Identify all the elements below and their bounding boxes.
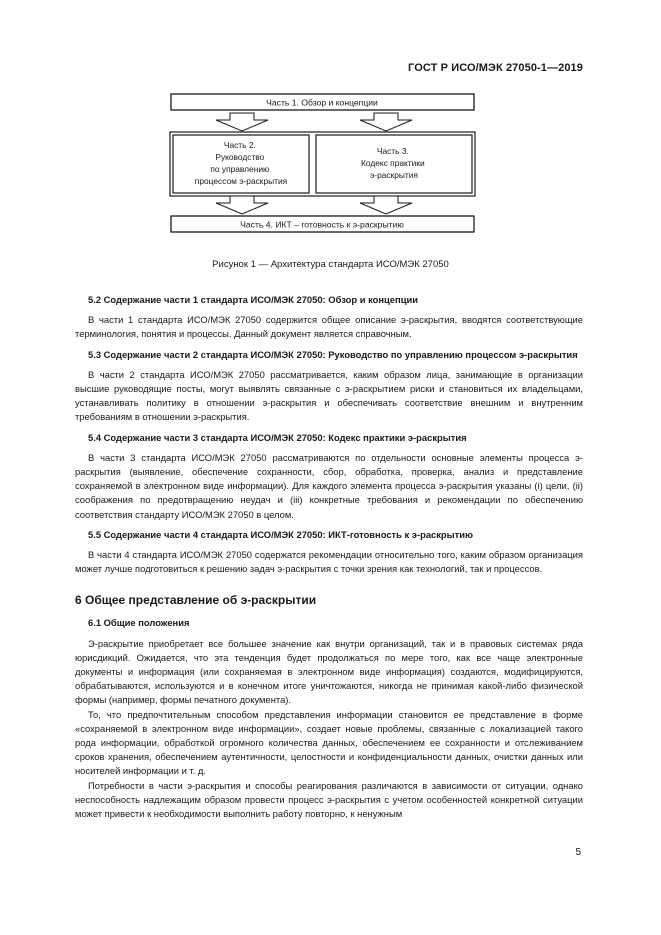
section-5-3-heading: 5.3 Содержание части 2 стандарта ИСО/МЭК 27050: Руководство по управлению процессом э-раскрытия [88,348,578,360]
section-5-5-heading: 5.5 Содержание части 4 стандарта ИСО/МЭК 27050: ИКТ-готовность к э-раскрытию [88,528,474,540]
section-5-4-text: В части 3 стандарта ИСО/МЭК 27050 рассматриваются по отдельности основные элементы процесса э-раскрытия (выявление, обеспечение сохранности, сбор, обработка, проверка, анализ и представление сохраняемой в электронном виде информации). Для каждого элемента процесса э-раскрытия указаны (i) цели, (ii) соображения по предотвращению неудач и (iii) конкретные требования и рекомендации по обеспечению соответствия стандарту ИСО/МЭК 27050 в целом. [75,451,583,520]
diagram-label-part4: Часть 4. ИКТ – готовность к э-раскрытию [240,219,404,230]
document-body [75,293,583,821]
section-6-1-paragraph-1: Э-раскрытие приобретает все большее значение как внутри организаций, так и в правовых системах ряда юрисдикций. Ожидается, что эта тенденция будет продолжаться по мере того, как все чаще электронные документы и информация (или сохраняемая в электронном виде информация) создаются, модифицируются, обрабатываются, используются и в конечном итоге уничтожаются, никогда не принимая какой-либо физической формы (например, формы печатного документа). [75,637,583,706]
section-5-5-text: В части 4 стандарта ИСО/МЭК 27050 содержатся рекомендации относительно того, каким образом организация может лучше подготовиться к решению задач э-раскрытия с точки зрения как технологий, так и процессов. [75,549,583,575]
section-5-2-text: В части 1 стандарта ИСО/МЭК 27050 содержится общее описание э-раскрытия, вводятся соответствующие терминология, понятия и процессы. Данный документ является справочным. [75,314,583,340]
diagram-label-part2: Часть 2. Руководство по управлению процессом э-раскрытия [194,140,288,186]
document-header: ГОСТ Р ИСО/МЭК 27050-1—2019 [408,62,583,74]
figure-caption: Рисунок 1 — Архитектура стандарта ИСО/МЭК 27050 [212,259,449,270]
diagram-label-part3: Часть 3. Кодекс практики э-раскрытия [361,146,425,180]
section-6-1-paragraph-3: Потребности в части э-раскрытия и способы реагирования различаются в зависимости от ситуации, однако неспособность надлежащим образом провести процесс э-раскрытия с учетом особенностей конкретной ситуации может привести к необходимости выполнить работу повторно, к ненужным [75,779,583,820]
section-5-3-text: В части 2 стандарта ИСО/МЭК 27050 рассматривается, каким образом лица, занимающие в организации высшие руководящие посты, могут выявлять связанные с э-раскрытием риски и становиться их владельцами, устанавливать политику в отношении э-раскрытия и обеспечивать соответствие внешним и внутренним требованиям в отношении э-раскрытия. [75,368,583,423]
section-6-1-paragraph-2: То, что предпочтительным способом представления информации становится ее представление в форме «сохраняемой в электронном виде информации», создает новые проблемы, связанные с локализацией такого рода информации, обработкой огромного количества данных, обеспечением ее сохранности и отслеживанием сроков хранения, обеспечением аутентичности, целостности и конфиденциальности данных, очистки данных или носителей информации и т. д. [75,708,583,777]
arrow-down-icon [360,113,412,131]
arrow-down-icon [360,196,412,214]
section-6-heading: 6 Общее представление об э-раскрытии [75,593,317,608]
page-number: 5 [575,847,581,858]
arrow-down-icon [216,113,268,131]
architecture-diagram [0,0,661,255]
section-5-4-heading: 5.4 Содержание части 3 стандарта ИСО/МЭК 27050: Кодекс практики э-раскрытия [88,431,467,443]
diagram-label-part1: Часть 1. Обзор и концепции [266,97,378,108]
section-5-2-heading: 5.2 Содержание части 1 стандарта ИСО/МЭК 27050: Обзор и концепции [88,294,418,305]
section-6-1-heading: 6.1 Общие положения [88,617,190,629]
arrow-down-icon [216,196,268,214]
